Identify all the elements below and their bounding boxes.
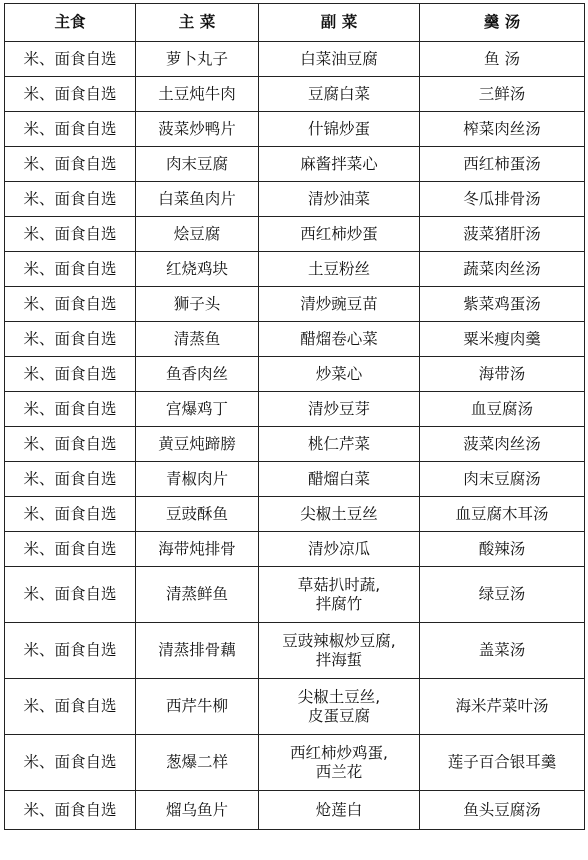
soup-cell: 蔬菜肉丝汤 bbox=[420, 252, 585, 287]
soup-cell: 海带汤 bbox=[420, 357, 585, 392]
table-row bbox=[5, 357, 585, 392]
soup-cell: 酸辣汤 bbox=[420, 532, 585, 567]
staple-cell: 米、面食自选 bbox=[5, 679, 136, 735]
soup-cell: 菠菜肉丝汤 bbox=[420, 427, 585, 462]
table-row bbox=[5, 322, 585, 357]
side-dish-cell: 什锦炒蛋 bbox=[259, 112, 420, 147]
table-row bbox=[5, 217, 585, 252]
main-dish-cell: 宫爆鸡丁 bbox=[136, 392, 259, 427]
soup-cell: 盖菜汤 bbox=[420, 623, 585, 679]
side-dish-cell: 尖椒土豆丝, 皮蛋豆腐 bbox=[259, 679, 420, 735]
staple-cell: 米、面食自选 bbox=[5, 735, 136, 791]
header-staple: 主食 bbox=[5, 4, 136, 42]
table-row bbox=[5, 497, 585, 532]
side-dish-cell: 清炒豆芽 bbox=[259, 392, 420, 427]
side-dish-cell: 土豆粉丝 bbox=[259, 252, 420, 287]
table-row bbox=[5, 112, 585, 147]
staple-cell: 米、面食自选 bbox=[5, 567, 136, 623]
staple-cell: 米、面食自选 bbox=[5, 287, 136, 322]
table-row bbox=[5, 287, 585, 322]
main-dish-cell: 烩豆腐 bbox=[136, 217, 259, 252]
staple-cell: 米、面食自选 bbox=[5, 77, 136, 112]
menu-table bbox=[4, 3, 585, 830]
side-dish-cell: 豆豉辣椒炒豆腐, 拌海蜇 bbox=[259, 623, 420, 679]
side-dish-cell: 炝莲白 bbox=[259, 791, 420, 830]
side-dish-cell: 西红柿炒蛋 bbox=[259, 217, 420, 252]
staple-cell: 米、面食自选 bbox=[5, 322, 136, 357]
table-row bbox=[5, 735, 585, 791]
soup-cell: 血豆腐汤 bbox=[420, 392, 585, 427]
staple-cell: 米、面食自选 bbox=[5, 427, 136, 462]
staple-cell: 米、面食自选 bbox=[5, 42, 136, 77]
table-row bbox=[5, 252, 585, 287]
table-row bbox=[5, 623, 585, 679]
side-dish-cell: 豆腐白菜 bbox=[259, 77, 420, 112]
soup-cell: 冬瓜排骨汤 bbox=[420, 182, 585, 217]
staple-cell: 米、面食自选 bbox=[5, 623, 136, 679]
table-header bbox=[5, 4, 585, 42]
staple-cell: 米、面食自选 bbox=[5, 532, 136, 567]
table-row bbox=[5, 462, 585, 497]
main-dish-cell: 菠菜炒鸭片 bbox=[136, 112, 259, 147]
table-row bbox=[5, 567, 585, 623]
table-row bbox=[5, 147, 585, 182]
main-dish-cell: 青椒肉片 bbox=[136, 462, 259, 497]
side-dish-cell: 桃仁芹菜 bbox=[259, 427, 420, 462]
side-dish-cell: 炒菜心 bbox=[259, 357, 420, 392]
soup-cell: 海米芹菜叶汤 bbox=[420, 679, 585, 735]
table-row bbox=[5, 42, 585, 77]
side-dish-cell: 醋熘白菜 bbox=[259, 462, 420, 497]
table-body bbox=[5, 42, 585, 830]
header-row bbox=[5, 4, 585, 42]
main-dish-cell: 葱爆二样 bbox=[136, 735, 259, 791]
staple-cell: 米、面食自选 bbox=[5, 252, 136, 287]
main-dish-cell: 清蒸排骨藕 bbox=[136, 623, 259, 679]
staple-cell: 米、面食自选 bbox=[5, 112, 136, 147]
table-row bbox=[5, 532, 585, 567]
table-row bbox=[5, 679, 585, 735]
side-dish-cell: 麻酱拌菜心 bbox=[259, 147, 420, 182]
main-dish-cell: 清蒸鲜鱼 bbox=[136, 567, 259, 623]
header-side-dish: 副 菜 bbox=[259, 4, 420, 42]
soup-cell: 西红柿蛋汤 bbox=[420, 147, 585, 182]
main-dish-cell: 黄豆炖蹄膀 bbox=[136, 427, 259, 462]
main-dish-cell: 清蒸鱼 bbox=[136, 322, 259, 357]
side-dish-cell: 清炒豌豆苗 bbox=[259, 287, 420, 322]
staple-cell: 米、面食自选 bbox=[5, 497, 136, 532]
soup-cell: 紫菜鸡蛋汤 bbox=[420, 287, 585, 322]
staple-cell: 米、面食自选 bbox=[5, 791, 136, 830]
side-dish-cell: 清炒油菜 bbox=[259, 182, 420, 217]
soup-cell: 鱼头豆腐汤 bbox=[420, 791, 585, 830]
main-dish-cell: 肉末豆腐 bbox=[136, 147, 259, 182]
main-dish-cell: 红烧鸡块 bbox=[136, 252, 259, 287]
soup-cell: 血豆腐木耳汤 bbox=[420, 497, 585, 532]
side-dish-cell: 醋熘卷心菜 bbox=[259, 322, 420, 357]
soup-cell: 莲子百合银耳羹 bbox=[420, 735, 585, 791]
staple-cell: 米、面食自选 bbox=[5, 357, 136, 392]
staple-cell: 米、面食自选 bbox=[5, 462, 136, 497]
table-row bbox=[5, 77, 585, 112]
main-dish-cell: 鱼香肉丝 bbox=[136, 357, 259, 392]
soup-cell: 粟米瘦肉羹 bbox=[420, 322, 585, 357]
soup-cell: 榨菜肉丝汤 bbox=[420, 112, 585, 147]
table-row bbox=[5, 182, 585, 217]
table-row bbox=[5, 791, 585, 830]
main-dish-cell: 熘乌鱼片 bbox=[136, 791, 259, 830]
main-dish-cell: 狮子头 bbox=[136, 287, 259, 322]
side-dish-cell: 清炒凉瓜 bbox=[259, 532, 420, 567]
staple-cell: 米、面食自选 bbox=[5, 392, 136, 427]
header-main-dish: 主 菜 bbox=[136, 4, 259, 42]
side-dish-cell: 西红柿炒鸡蛋, 西兰花 bbox=[259, 735, 420, 791]
side-dish-cell: 尖椒土豆丝 bbox=[259, 497, 420, 532]
staple-cell: 米、面食自选 bbox=[5, 182, 136, 217]
staple-cell: 米、面食自选 bbox=[5, 217, 136, 252]
header-soup: 羹 汤 bbox=[420, 4, 585, 42]
table-row bbox=[5, 392, 585, 427]
side-dish-cell: 白菜油豆腐 bbox=[259, 42, 420, 77]
main-dish-cell: 萝卜丸子 bbox=[136, 42, 259, 77]
soup-cell: 绿豆汤 bbox=[420, 567, 585, 623]
main-dish-cell: 海带炖排骨 bbox=[136, 532, 259, 567]
main-dish-cell: 西芹牛柳 bbox=[136, 679, 259, 735]
soup-cell: 肉末豆腐汤 bbox=[420, 462, 585, 497]
soup-cell: 鱼 汤 bbox=[420, 42, 585, 77]
side-dish-cell: 草菇扒时蔬, 拌腐竹 bbox=[259, 567, 420, 623]
soup-cell: 菠菜猪肝汤 bbox=[420, 217, 585, 252]
table-row bbox=[5, 427, 585, 462]
main-dish-cell: 豆豉酥鱼 bbox=[136, 497, 259, 532]
main-dish-cell: 白菜鱼肉片 bbox=[136, 182, 259, 217]
main-dish-cell: 土豆炖牛肉 bbox=[136, 77, 259, 112]
staple-cell: 米、面食自选 bbox=[5, 147, 136, 182]
soup-cell: 三鲜汤 bbox=[420, 77, 585, 112]
